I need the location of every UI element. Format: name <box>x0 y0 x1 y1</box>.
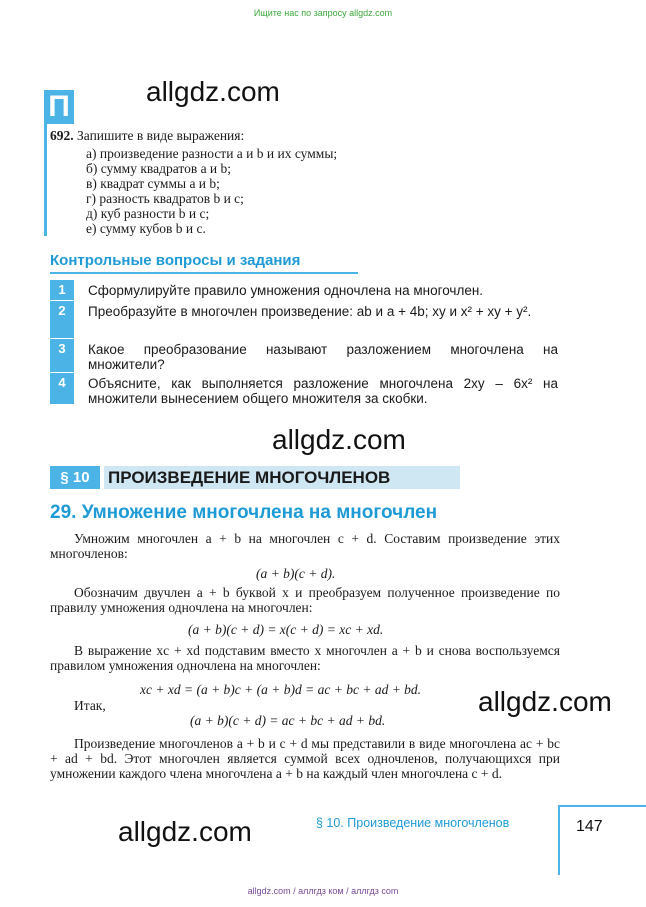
control-title: Контрольные вопросы и задания <box>50 252 301 269</box>
question-number: 2 <box>58 303 66 318</box>
page-number: 147 <box>576 818 603 835</box>
footer-rule <box>558 805 560 875</box>
question-text: Какое преобразование называют разложением многочлена на множители? <box>88 342 558 372</box>
exercise-heading <box>50 128 244 143</box>
section-title: ПРОИЗВЕДЕНИЕ МНОГОЧЛЕНОВ <box>104 466 460 489</box>
question-number: 4 <box>58 375 66 390</box>
question-text: Объясните, как выполняется разложение многочлена 2xy – 6x² на множители вынесением общего множителя за скобки. <box>88 376 558 406</box>
watermark: allgdz.com <box>478 686 612 717</box>
bottom-note: allgdz.com / аллгдз ком / аллгдз com <box>247 886 399 896</box>
exercise-item: г) разность квадратов b и c; <box>86 191 244 206</box>
question-text: Преобразуйте в многочлен произведение: ab и a + 4b; xy и x² + xy + y². <box>88 304 532 319</box>
paragraph: Обозначим двучлен a + b буквой x и преобразуем полученное произведение по правилу умножения одночлена на многочлен: <box>50 585 560 615</box>
question-divider <box>50 372 74 373</box>
paragraph: В выражение xc + xd подставим вместо x многочлен a + b и снова воспользуемся правилом умножения одночлена на многочлен: <box>50 643 560 673</box>
question-text: Сформулируйте правило умножения одночлена на многочлен. <box>88 283 484 298</box>
top-note: Ищите нас по запросу allgdz.com <box>253 8 393 18</box>
question-divider <box>50 338 74 339</box>
formula: xc + xd = (a + b)c + (a + b)d = ac + bc + ad + bd. <box>140 682 422 697</box>
exercise-item: д) куб разности b и c; <box>86 206 210 221</box>
exercise-item: в) квадрат суммы a и b; <box>86 176 220 191</box>
watermark: allgdz.com <box>118 816 252 847</box>
exercise-item: б) сумму квадратов a и b; <box>86 161 232 176</box>
question-number: 1 <box>58 282 66 297</box>
question-number: 3 <box>58 341 66 356</box>
exercise-item: а) произведение разности a и b и их суммы; <box>86 146 338 161</box>
footer-rule <box>558 805 646 807</box>
paragraph: Умножим многочлен a + b на многочлен c + d. Составим произведение этих многочленов: <box>50 531 560 561</box>
question-divider <box>50 300 74 301</box>
exercise-prompt: Запишите в виде выражения: <box>77 128 245 143</box>
formula: (a + b)(c + d). <box>256 566 336 581</box>
formula: (a + b)(c + d) = x(c + d) = xc + xd. <box>188 622 384 637</box>
watermark: allgdz.com <box>146 76 280 107</box>
section-tag: § 10 <box>50 466 100 489</box>
footer-section: § 10. Произведение многочленов <box>316 816 510 830</box>
exercise-rule <box>44 124 47 236</box>
exercise-badge: П <box>44 90 74 124</box>
paragraph: Итак, <box>74 698 106 713</box>
formula: (a + b)(c + d) = ac + bc + ad + bd. <box>190 713 386 728</box>
paragraph: Произведение многочленов a + b и c + d мы представили в виде многочлена ac + bc + ad + bd. Этот многочлен является суммой всех одночленов, получающихся при умножении каждого члена многочлена a + b на каждый член многочлена c + d. <box>50 736 560 781</box>
exercise-item: е) сумму кубов b и c. <box>86 221 206 236</box>
exercise-number: 692. <box>50 128 74 143</box>
control-title-rule <box>50 272 358 274</box>
subsection-title: 29. Умножение многочлена на многочлен <box>50 502 438 523</box>
watermark: allgdz.com <box>272 424 406 455</box>
